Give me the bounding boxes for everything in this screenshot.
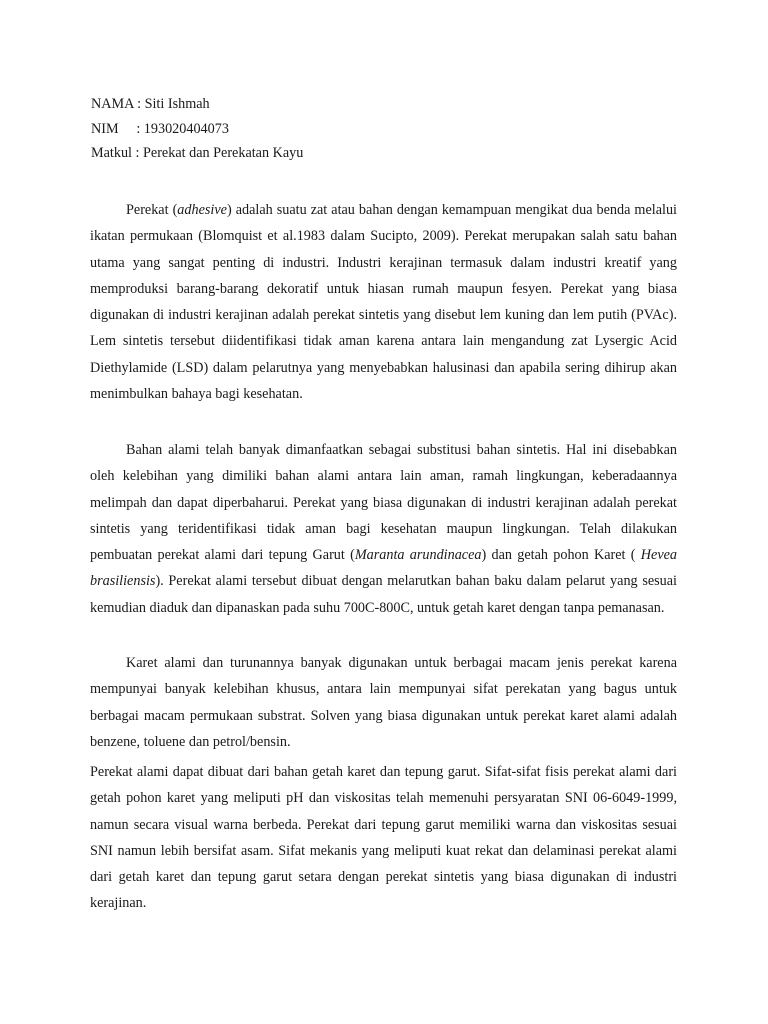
paragraph2-italic-hevea: Hevea brasiliensis <box>90 547 678 590</box>
paragraph-natural-materials <box>90 437 677 621</box>
course-line: Matkul : Perekat dan Perekatan Kayu <box>91 145 304 161</box>
paragraph1-italic-term: adhesive <box>177 202 227 218</box>
paragraph2-text-b: ) dan getah pohon Karet ( <box>481 547 641 564</box>
paragraph1-text-a: Perekat ( <box>126 202 178 218</box>
paragraph-natural-rubber: Karet alami dan turunannya banyak digunakan untuk berbagai macam jenis perekat karena mempunyai banyak kelebihan khusus, antara lain mempunyai sifat perekatan yang bagus untuk berbagai macam permukaan substrat. Solven yang biasa digunakan untuk perekat karet alami adalah benzene, toluene dan petrol/bensin. <box>90 655 677 750</box>
nim-line: NIM : 193020404073 <box>91 120 229 137</box>
paragraph-properties-comparison: Perekat alami dapat dibuat dari bahan getah karet dan tepung garut. Sifat-sifat fisis perekat alami dari getah pohon karet yang meliputi pH dan viskositas telah memenuhi persyaratan SNI 06-6049-1999, namun secara visual warna berbeda. Perekat dari tepung garut memiliki warna dan viskositas sesuai SNI namun lebih bersifat asam. Sifat mekanis yang meliputi kuat rekat dan delaminasi perekat alami dari getah karet dan tepung garut setara dengan perekat sintetis yang biasa digunakan di industri kerajinan. <box>90 764 677 912</box>
paragraph2-text-a: Bahan alami telah banyak dimanfaatkan sebagai substitusi bahan sintetis. Hal ini disebabkan oleh kelebihan yang dimiliki bahan alami antara lain aman, ramah lingkungan, keberadaannya melimpah dan dapat diperbaharui. Perekat yang biasa digunakan di industri kerajinan adalah perekat sintetis yang teridentifikasi tidak aman bagi kesehatan maupun lingkungan. Telah dilakukan pembuatan perekat alami dari tepung Garut ( <box>90 442 677 564</box>
paragraph1-text-b: ) adalah suatu zat atau bahan dengan kemampuan mengikat dua benda melalui ikatan permukaan (Blomquist et al.1983 dalam Sucipto, 2009). Perekat merupakan salah satu bahan utama yang sangat penting di industri. Industri kerajinan termasuk dalam industri kreatif yang memproduksi barang-barang dekoratif untuk hiasan rumah maupun fesyen. Perekat yang biasa digunakan di industri kerajinan adalah perekat sintetis yang disebut lem kuning dan lem putih (PVAc). Lem sintetis tersebut diidentifikasi tidak aman karena antara lain mengandung zat Lysergic Acid Diethylamide (LSD) dalam pelarutnya yang menyebabkan halusinasi dan apabila sering dihirup akan menimbulkan bahaya bagi kesehatan. <box>90 202 677 403</box>
name-line: NAMA : Siti Ishmah <box>91 96 210 112</box>
student-info-header <box>91 92 303 166</box>
paragraph2-text-c: ). Perekat alami tersebut dibuat dengan melarutkan bahan baku dalam pelarut yang sesuai kemudian diaduk dan dipanaskan pada suhu 700C-800C, untuk getah karet dengan tanpa pemanasan. <box>90 573 677 616</box>
paragraph2-italic-maranta: Maranta arundinacea <box>354 547 482 564</box>
paragraph-adhesive-definition <box>90 197 677 407</box>
